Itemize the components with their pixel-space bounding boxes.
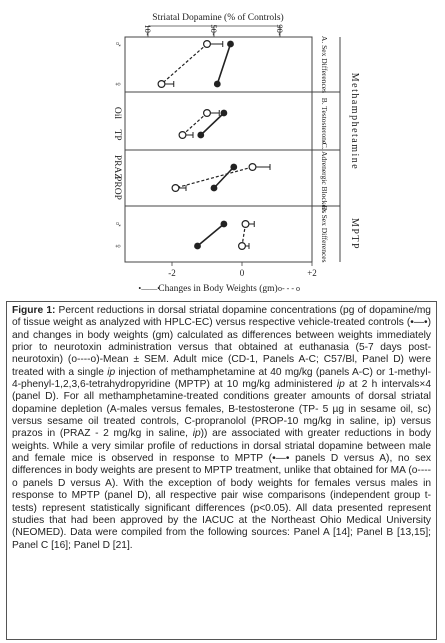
section-label: D. Sex Differences [320,205,329,263]
weight-point [204,41,211,48]
caption-ip-3: ip [192,428,201,440]
top-axis-title: Striatal Dopamine (% of Controls) [152,13,284,23]
weight-point [158,81,165,88]
dopamine-line [217,44,230,84]
dopamine-point [194,243,201,250]
bottom-axis-tick-label: -2 [168,268,176,278]
weight-line [162,44,208,84]
row-label: TP [112,129,122,141]
bottom-axis-tick-label: 0 [239,268,245,278]
caption-text-2: injection of methamphetamine at 40 mg/kg (panels A-C) or 1-methyl-4-phenyl-1,2,3,6-tetrahydropyridine (MPTP) at 10 mg/kg administered [12,366,431,391]
row-label: ♂ [112,220,122,228]
row-label: ♀ [112,80,122,88]
weight-point [172,185,179,192]
row-label: PRAZ [112,154,122,180]
dopamine-line [201,113,224,135]
section-label: B. Testosterone [320,97,329,145]
dopamine-point [211,185,218,192]
caption-ip-1: ip [107,366,116,378]
section-label: A. Sex Differences [320,35,329,94]
row-label: PROP [112,176,122,200]
dopamine-point [221,221,228,228]
figure-caption [6,301,437,640]
weight-point [239,243,246,250]
row-label: ♀ [112,242,122,250]
caption-text-4: )) are associated with greater reductions in body weights. While a very similar profile of reductions in dorsal striatal dopamine between male and female mice is observed in response to MPTP (•—• panels D versus A), no sex differences in body weights are present to MPTP treatment, unlike that obtained for MA (o----o panels D versus A). With the exception of body weights for females versus males in response to MPTP (panel D), all respective pair wise comparisons (independent group t-tests) represent statistically significant differences (p<0.05). All data presented represent studies that had been approved by the IACUC at the Northeast Ohio Medical University (NEOMED). Data were compiled from the following sources: Panel A [14]; Panel B [13,15]; Panel C [16]; Panel D [21]. [12,428,432,551]
dopamine-line [198,224,224,246]
legend-open: o- - - o [278,284,300,293]
bottom-axis-tick-label: +2 [307,268,317,278]
row-label: ♂ [112,40,122,48]
group-label-mptp: MPTP [349,217,360,251]
group-label-methamphetamine: Methamphetamine [349,72,360,171]
legend-closed: •——• [138,284,160,293]
caption-ip-2: ip [336,379,345,391]
top-axis-tick-label: 90- [275,24,285,36]
caption-label: Figure 1: [12,305,56,316]
weight-point [249,164,256,171]
weight-point [204,110,211,117]
dopamine-point [197,132,204,139]
weight-point [242,221,249,228]
caption-text-3: at 2 h intervals×4 (panel D). For all methamphetamine-treated conditions greater amounts of dorsal striatal dopamine depletion (A-males versus females, B-testosterone (TP- 5 µg in sesame oil, sc) versus sesame oil treated controls, C-propranolol (PROP-10 mg/kg in saline, ip) versus prazos in (PRAZ - 2 mg/kg in saline, [12,379,431,440]
weight-point [179,132,186,139]
dopamine-point [221,110,228,117]
top-axis-tick-label: 10- [143,24,153,36]
dopamine-line [214,167,234,188]
row-label: Oil [112,106,122,120]
dopamine-point [214,81,221,88]
bottom-axis-title: Changes in Body Weights (gm) [158,284,278,294]
dopamine-point [230,164,237,171]
figure-chart [0,0,445,300]
caption-text-1: Percent reductions in dorsal striatal dopamine concentrations (pg of dopamine/mg of tissue weight as analyzed with HPLC-EC) versus respective vehicle-treated controls (•—•) and changes in body weights (gm) calculated as differences between weights immediately prior to neurotoxin administration versus that obtained at euthanasia (5-7 days post-neurotoxin) (o----o)-Mean ± SEM. Adult mice (CD-1, Panels A-C; C57/Bl, Panel D) were treated with a single [12,305,431,378]
dopamine-point [227,41,234,48]
section-label: C. Adrenergic Blockers [320,142,329,214]
top-axis-tick-label: 50- [209,24,219,36]
